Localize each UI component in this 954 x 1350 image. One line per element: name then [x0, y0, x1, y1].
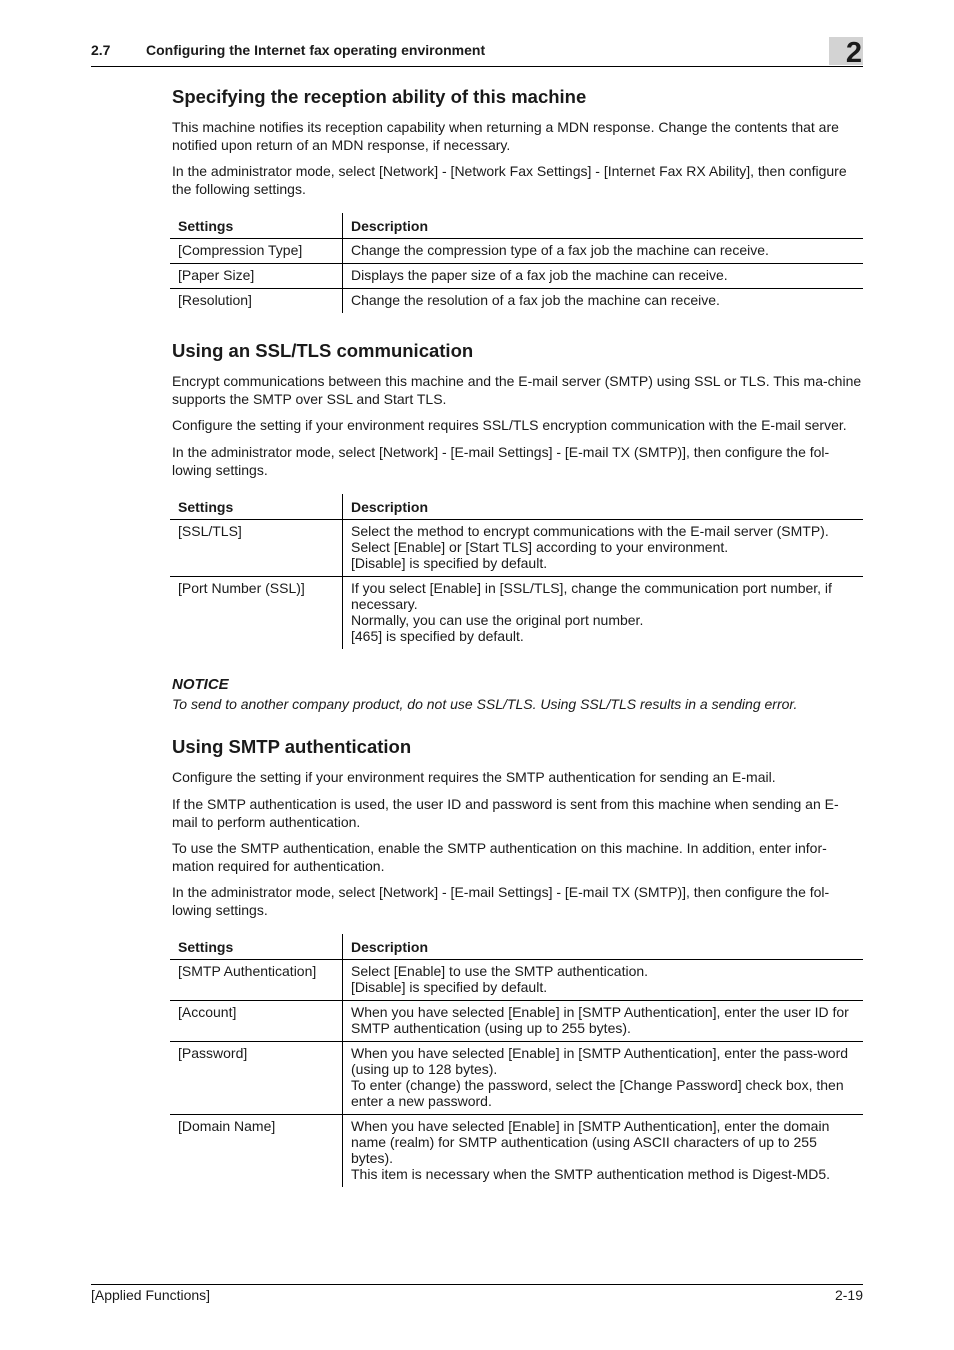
footer-book-title: [Applied Functions] — [91, 1287, 211, 1303]
setting-description — [343, 520, 864, 577]
column-header-description: Description — [343, 494, 864, 520]
description-line: [465] is specified by default. — [351, 628, 524, 644]
table-row — [170, 1042, 863, 1115]
table-row — [170, 289, 863, 314]
setting-description: Displays the paper size of a fax job the machine can receive. — [343, 264, 864, 289]
settings-table-smtp-auth — [170, 934, 863, 1187]
setting-description — [343, 960, 864, 1001]
setting-name: [SSL/TLS] — [170, 520, 343, 577]
paragraph: In the administrator mode, select [Network] - [E-mail Settings] - [E-mail TX (SMTP)], then configure the fol-lowing settings. — [172, 444, 830, 478]
setting-name: [Compression Type] — [170, 239, 343, 264]
paragraph: If the SMTP authentication is used, the user ID and password is sent from this machine when sending an E-mail to perform authentication. — [172, 796, 839, 830]
setting-description — [343, 577, 864, 650]
settings-table-ssl-tls — [170, 494, 863, 649]
description-line: Select [Enable] or [Start TLS] according to your environment. — [351, 539, 729, 555]
setting-name: [Password] — [170, 1042, 343, 1115]
description-line: [Disable] is specified by default. — [351, 979, 548, 995]
setting-description — [343, 1115, 864, 1188]
setting-description — [343, 1001, 864, 1042]
table-row — [170, 960, 863, 1001]
description-line: Select [Enable] to use the SMTP authentication. — [351, 963, 649, 979]
notice-text: To send to another company product, do not use SSL/TLS. Using SSL/TLS results in a sending error. — [172, 696, 798, 712]
heading-ssl-tls: Using an SSL/TLS communication — [172, 340, 474, 361]
setting-name: [Resolution] — [170, 289, 343, 314]
settings-table-rx-ability — [170, 213, 863, 313]
paragraph: In the administrator mode, select [Network] - [E-mail Settings] - [E-mail TX (SMTP)], then configure the fol-lowing settings. — [172, 884, 830, 918]
setting-description: Change the resolution of a fax job the machine can receive. — [351, 292, 720, 308]
column-header-description: Description — [343, 213, 864, 239]
description-line: This item is necessary when the SMTP authentication method is Digest-MD5. — [351, 1166, 831, 1182]
setting-description — [343, 1042, 864, 1115]
table-row — [170, 1001, 863, 1042]
notice-title: NOTICE — [172, 676, 229, 693]
setting-name: [SMTP Authentication] — [170, 960, 343, 1001]
paragraph: This machine notifies its reception capability when returning a MDN response. Change the contents that are notified upon return of an MDN response, if necessary. — [172, 119, 839, 153]
description-line: Select the method to encrypt communications with the E-mail server (SMTP). — [351, 523, 829, 539]
table-row — [170, 520, 863, 577]
section-title: Configuring the Internet fax operating environment — [146, 42, 486, 58]
description-line: When you have selected [Enable] in [SMTP Authentication], enter the pass-word (using up to 128 bytes). — [351, 1045, 849, 1077]
setting-name: [Paper Size] — [170, 264, 343, 289]
setting-name: [Port Number (SSL)] — [170, 577, 343, 650]
description-line: If you select [Enable] in [SSL/TLS], change the communication port number, if necessary. — [351, 580, 832, 612]
setting-name: [Domain Name] — [170, 1115, 343, 1188]
paragraph: Configure the setting if your environment requires SSL/TLS encryption communication with the E-mail server. — [172, 417, 847, 433]
page-number: 2-19 — [834, 1287, 863, 1303]
table-row — [170, 577, 863, 650]
description-line: [Disable] is specified by default. — [351, 555, 548, 571]
heading-smtp-auth: Using SMTP authentication — [172, 736, 412, 757]
paragraph: To use the SMTP authentication, enable the SMTP authentication on this machine. In addition, enter infor-mation required for authentication. — [172, 840, 827, 874]
section-number: 2.7 — [91, 42, 111, 58]
column-header-settings: Settings — [170, 494, 343, 520]
table-row — [170, 239, 863, 264]
table-row — [170, 264, 863, 289]
chapter-badge — [829, 37, 863, 69]
column-header-settings: Settings — [170, 213, 343, 239]
page-footer — [91, 1284, 863, 1303]
description-line: When you have selected [Enable] in [SMTP Authentication], enter the domain name (realm) for SMTP authentication (using ASCII characters of up to 255 bytes). — [351, 1118, 830, 1166]
description-line: To enter (change) the password, select the [Change Password] check box, then enter a new password. — [351, 1077, 844, 1109]
setting-description: Change the compression type of a fax job the machine can receive. — [343, 239, 864, 264]
paragraph: Configure the setting if your environment requires the SMTP authentication for sending an E-mail. — [172, 769, 776, 785]
setting-name: [Account] — [170, 1001, 343, 1042]
paragraph: Encrypt communications between this machine and the E-mail server (SMTP) using SSL or TLS. This ma-chine supports the SMTP over SSL and Start TLS. — [172, 373, 862, 407]
column-header-description: Description — [343, 934, 864, 960]
paragraph: In the administrator mode, select [Network] - [Network Fax Settings] - [Internet Fax RX Ability], then configure the following settings. — [172, 163, 847, 197]
heading-reception-ability: Specifying the reception ability of this machine — [172, 86, 587, 107]
description-line: Normally, you can use the original port number. — [351, 612, 644, 628]
table-row — [170, 1115, 863, 1188]
running-header — [91, 37, 863, 69]
chapter-number: 2 — [845, 37, 862, 69]
description-line: When you have selected [Enable] in [SMTP Authentication], enter the user ID for SMTP authentication (using up to 255 bytes). — [351, 1004, 849, 1036]
column-header-settings: Settings — [170, 934, 343, 960]
